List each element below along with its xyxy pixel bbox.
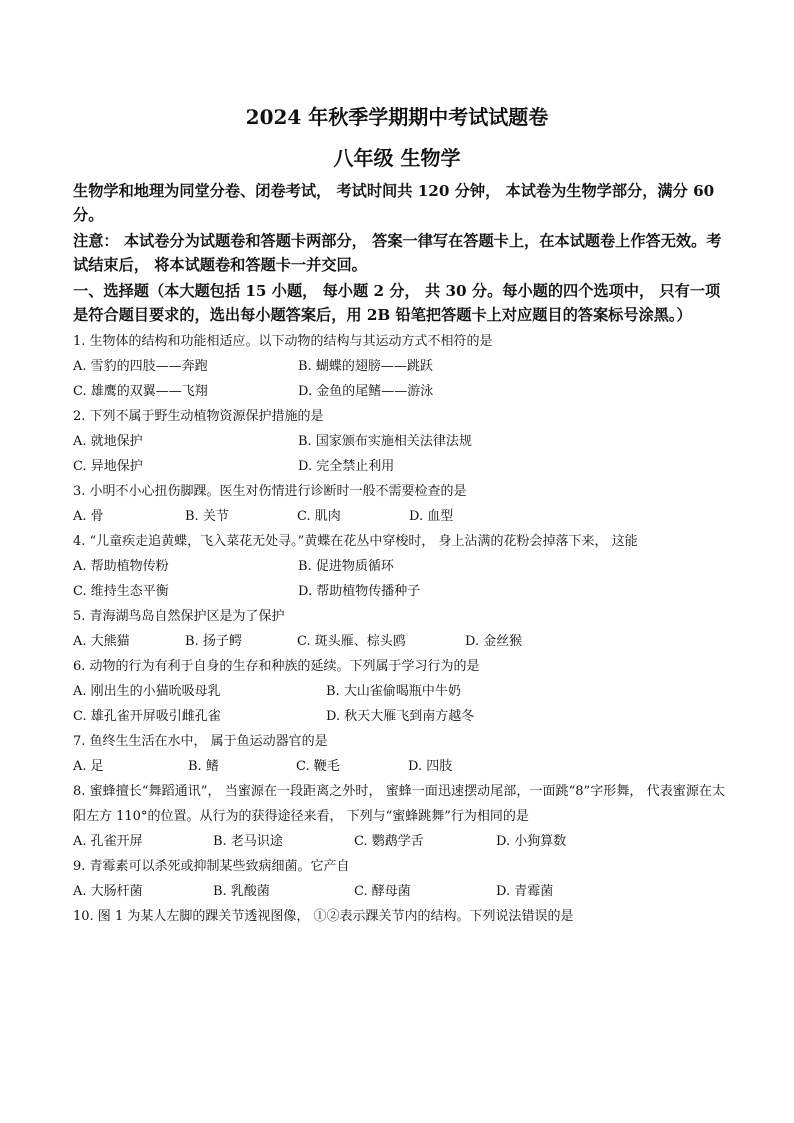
option: A. 孔雀开屏 <box>73 834 143 849</box>
option: C. 酵母菌 <box>354 884 411 899</box>
option: A. 骨 <box>73 509 104 524</box>
option: D. 秋天大雁飞到南方越冬 <box>326 709 475 724</box>
option: B. 国家颁布实施相关法律法规 <box>298 434 472 449</box>
question-stem: 6. 动物的行为有利于自身的生存和种族的延续。下列属于学习行为的是 <box>73 659 480 674</box>
option: B. 促进物质循环 <box>298 559 394 574</box>
option: C. 维持生态平衡 <box>73 584 169 599</box>
question-list <box>73 329 725 929</box>
option: A. 帮助植物传粉 <box>73 559 169 574</box>
question-stem: 10. 图 1 为某人左脚的踝关节透视图像， ①②表示踝关节内的结构。下列说法错误的是 <box>73 909 574 924</box>
option: D. 帮助植物传播种子 <box>298 584 421 599</box>
option: B. 扬子鳄 <box>185 634 242 649</box>
option-row <box>73 379 725 404</box>
option: D. 小狗算数 <box>496 834 567 849</box>
option: C. 鹦鹉学舌 <box>354 834 424 849</box>
option-row <box>73 504 725 529</box>
option: C. 异地保护 <box>73 459 143 474</box>
option: A. 大熊猫 <box>73 634 130 649</box>
option: A. 刚出生的小猫吮吸母乳 <box>73 684 221 699</box>
option-row <box>73 829 725 854</box>
option: D. 四肢 <box>408 759 453 774</box>
option-row <box>73 754 725 779</box>
option: C. 鞭毛 <box>296 759 340 774</box>
option-row <box>73 579 725 604</box>
option: D. 金鱼的尾鳍——游泳 <box>298 384 434 399</box>
option-row <box>73 354 725 379</box>
option: B. 关节 <box>185 509 229 524</box>
option-row <box>73 454 725 479</box>
option: A. 足 <box>73 759 104 774</box>
option-row <box>73 629 725 654</box>
option: B. 大山雀偷喝瓶中牛奶 <box>326 684 461 699</box>
option: C. 雄鹰的双翼——飞翔 <box>73 384 208 399</box>
option: D. 青霉菌 <box>496 884 554 899</box>
option-row <box>73 879 725 904</box>
option: B. 乳酸菌 <box>213 884 270 899</box>
option-row <box>73 679 725 704</box>
option-row <box>73 429 725 454</box>
exam-intro: 生物学和地理为同堂分卷、闭卷考试， 考试时间共 120 分钟， 本试卷为生物学部分，满分 60 分。 <box>73 182 715 224</box>
exam-notice: 注意： 本试卷分为试题卷和答题卡两部分， 答案一律写在答题卡上，在本试题卷上作答无效。考试结束后， 将本试题卷和答题卡一并交回。 <box>73 232 722 274</box>
section-heading: 一、选择题（本大题包括 15 小题， 每小题 2 分， 共 30 分。每小题的四个选项中， 只有一项是符合题目要求的，选出每小题答案后，用 2B 铅笔把答题卡上对应题目的答案标号涂黑。） <box>73 282 721 324</box>
option: A. 大肠杆菌 <box>73 884 143 899</box>
exam-subtitle: 八年级 生物学 <box>333 146 461 170</box>
option-row <box>73 554 725 579</box>
option: A. 雪豹的四肢——奔跑 <box>73 359 208 374</box>
question-stem: 8. 蜜蜂擅长“舞蹈通讯”， 当蜜源在一段距离之外时， 蜜蜂一面迅速摆动尾部，一面跳“8”字形舞， 代表蜜源在太阳左方 110°的位置。从行为的获得途径来看， 下列与“蜜蜂跳舞”行为相同的是 <box>73 784 725 824</box>
question-stem: 7. 鱼终生生活在水中， 属于鱼运动器官的是 <box>73 734 328 749</box>
exam-title: 2024 年秋季学期期中考试试题卷 <box>245 105 549 129</box>
question-stem: 4. “儿童疾走追黄蝶，飞入菜花无处寻。”黄蝶在花丛中穿梭时， 身上沾满的花粉会掉落下来， 这能 <box>73 534 638 549</box>
question-stem: 9. 青霉素可以杀死或抑制某些致病细菌。它产自 <box>73 859 350 874</box>
option: C. 雄孔雀开屏吸引雌孔雀 <box>73 709 221 724</box>
question-stem: 3. 小明不小心扭伤脚踝。医生对伤情进行诊断时一般不需要检查的是 <box>73 484 467 499</box>
option: D. 完全禁止利用 <box>298 459 395 474</box>
option: C. 肌肉 <box>297 509 341 524</box>
option: D. 血型 <box>409 509 454 524</box>
option: A. 就地保护 <box>73 434 143 449</box>
option: B. 老马识途 <box>213 834 283 849</box>
question-stem: 2. 下列不属于野生动植物资源保护措施的是 <box>73 409 324 424</box>
option: D. 金丝猴 <box>465 634 523 649</box>
option: C. 斑头雁、棕头鸥 <box>297 634 406 649</box>
question-stem: 1. 生物体的结构和功能相适应。以下动物的结构与其运动方式不相符的是 <box>73 334 493 349</box>
question-stem: 5. 青海湖鸟岛自然保护区是为了保护 <box>73 609 285 624</box>
option: B. 蝴蝶的翅膀——跳跃 <box>298 359 433 374</box>
option-row <box>73 704 725 729</box>
option: B. 鳍 <box>188 759 219 774</box>
